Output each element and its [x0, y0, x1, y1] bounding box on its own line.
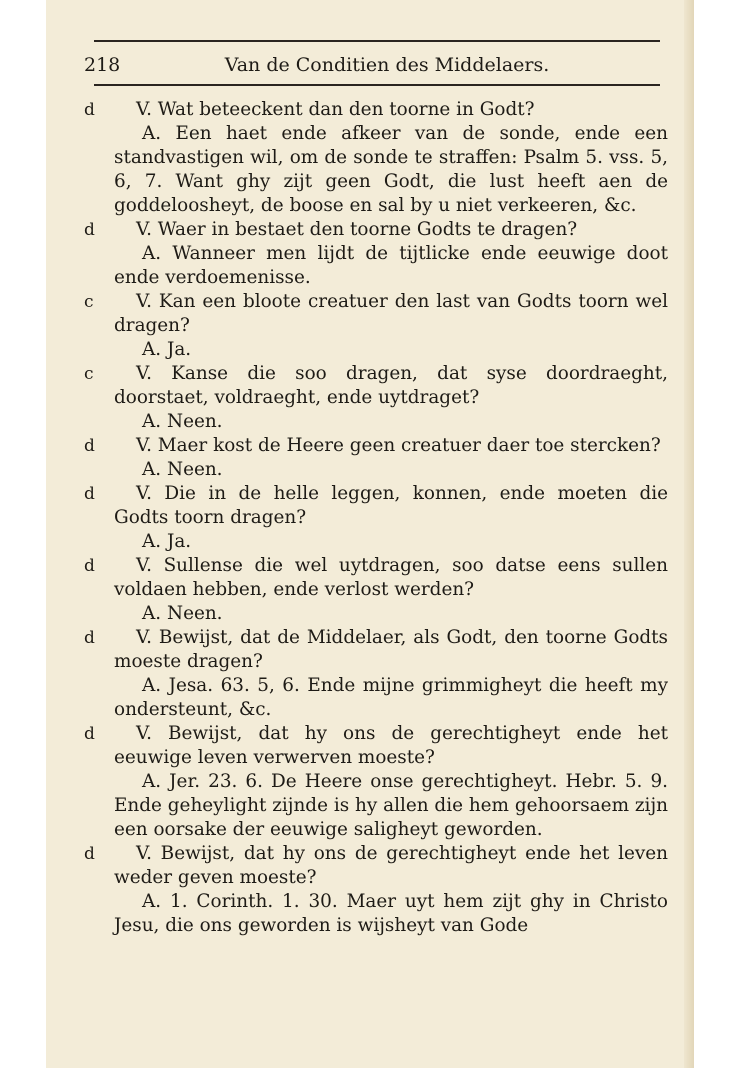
question-text: V. Maer kost de Heere geen creatuer daer toe stercken? [136, 435, 661, 456]
qa-entry [46, 218, 694, 290]
margin-marker: d [84, 724, 95, 744]
qa-entry [46, 482, 694, 554]
question-text: V. Wat beteeckent dan den toorne in Godt? [136, 99, 535, 120]
answer-text: A. Ja. [142, 531, 192, 552]
question-text: V. Bewijst, dat de Middelaer, als Godt, den toorne Godts moeste dragen? [114, 627, 668, 672]
answer-text: A. 1. Corinth. 1. 30. Maer uyt hem zijt ghy in Christo Jesu, die ons geworden is wijsheyt van Gode [114, 891, 668, 936]
margin-marker: d [84, 628, 95, 648]
qa-entry [46, 98, 694, 218]
margin-marker: d [84, 220, 95, 240]
book-page [46, 0, 694, 1068]
qa-entry [46, 290, 694, 362]
margin-marker: d [84, 100, 95, 120]
question-text: V. Die in de helle leggen, konnen, ende moeten die Godts toorn dragen? [114, 483, 668, 528]
qa-entry [46, 362, 694, 434]
question-text: V. Bewijst, dat hy ons de gerechtigheyt ende het eeuwige leven verwerven moeste? [114, 723, 668, 768]
answer-text: A. Neen. [142, 459, 223, 480]
question-text: V. Waer in bestaet den toorne Godts te dragen? [136, 219, 578, 240]
qa-entry [46, 722, 694, 842]
qa-entry [46, 626, 694, 722]
margin-marker: d [84, 484, 95, 504]
margin-marker: d [84, 436, 95, 456]
header-rule-bottom [94, 84, 660, 86]
answer-text: A. Een haet ende afkeer van de sonde, ende een standvastigen wil, om de sonde te straffen: Psalm 5. vss. 5, 6, 7. Want ghy zijt geen Godt, die lust heeft aen de goddeloosheyt, de boose en sal by u niet verkeeren, &c. [114, 123, 668, 216]
answer-text: A. Jer. 23. 6. De Heere onse gerechtigheyt. Hebr. 5. 9. Ende geheylight zijnde is hy allen die hem gehoorsaem zijn een oorsake der eeuwige saligheyt geworden. [114, 771, 668, 840]
question-text: V. Kan een bloote creatuer den last van Godts toorn wel dragen? [114, 291, 668, 336]
answer-text: A. Wanneer men lijdt de tijtlicke ende eeuwige doot ende verdoemenisse. [114, 243, 668, 288]
page-number: 218 [84, 54, 121, 76]
question-text: V. Sullense die wel uytdragen, soo datse eens sullen voldaen hebben, ende verlost werden? [114, 555, 668, 600]
qa-entry [46, 842, 694, 938]
answer-text: A. Ja. [142, 339, 192, 360]
answer-text: A. Neen. [142, 603, 223, 624]
margin-marker: c [84, 364, 94, 384]
margin-marker: d [84, 844, 95, 864]
qa-entry [46, 434, 694, 482]
page-header [84, 50, 660, 80]
answer-text: A. Neen. [142, 411, 223, 432]
question-text: V. Bewijst, dat hy ons de gerechtigheyt ende het leven weder geven moeste? [114, 843, 668, 888]
margin-marker: c [84, 292, 94, 312]
question-text: V. Kanse die soo dragen, dat syse doordraeght, doorstaet, voldraeght, ende uytdraget? [114, 363, 668, 408]
running-title: Van de Conditien des Middelaers. [224, 54, 550, 76]
margin-marker: d [84, 556, 95, 576]
qa-entry [46, 554, 694, 626]
page-body [46, 98, 694, 938]
answer-text: A. Jesa. 63. 5, 6. Ende mijne grimmigheyt die heeft my ondersteunt, &c. [114, 675, 668, 720]
header-rule-top [94, 40, 660, 42]
